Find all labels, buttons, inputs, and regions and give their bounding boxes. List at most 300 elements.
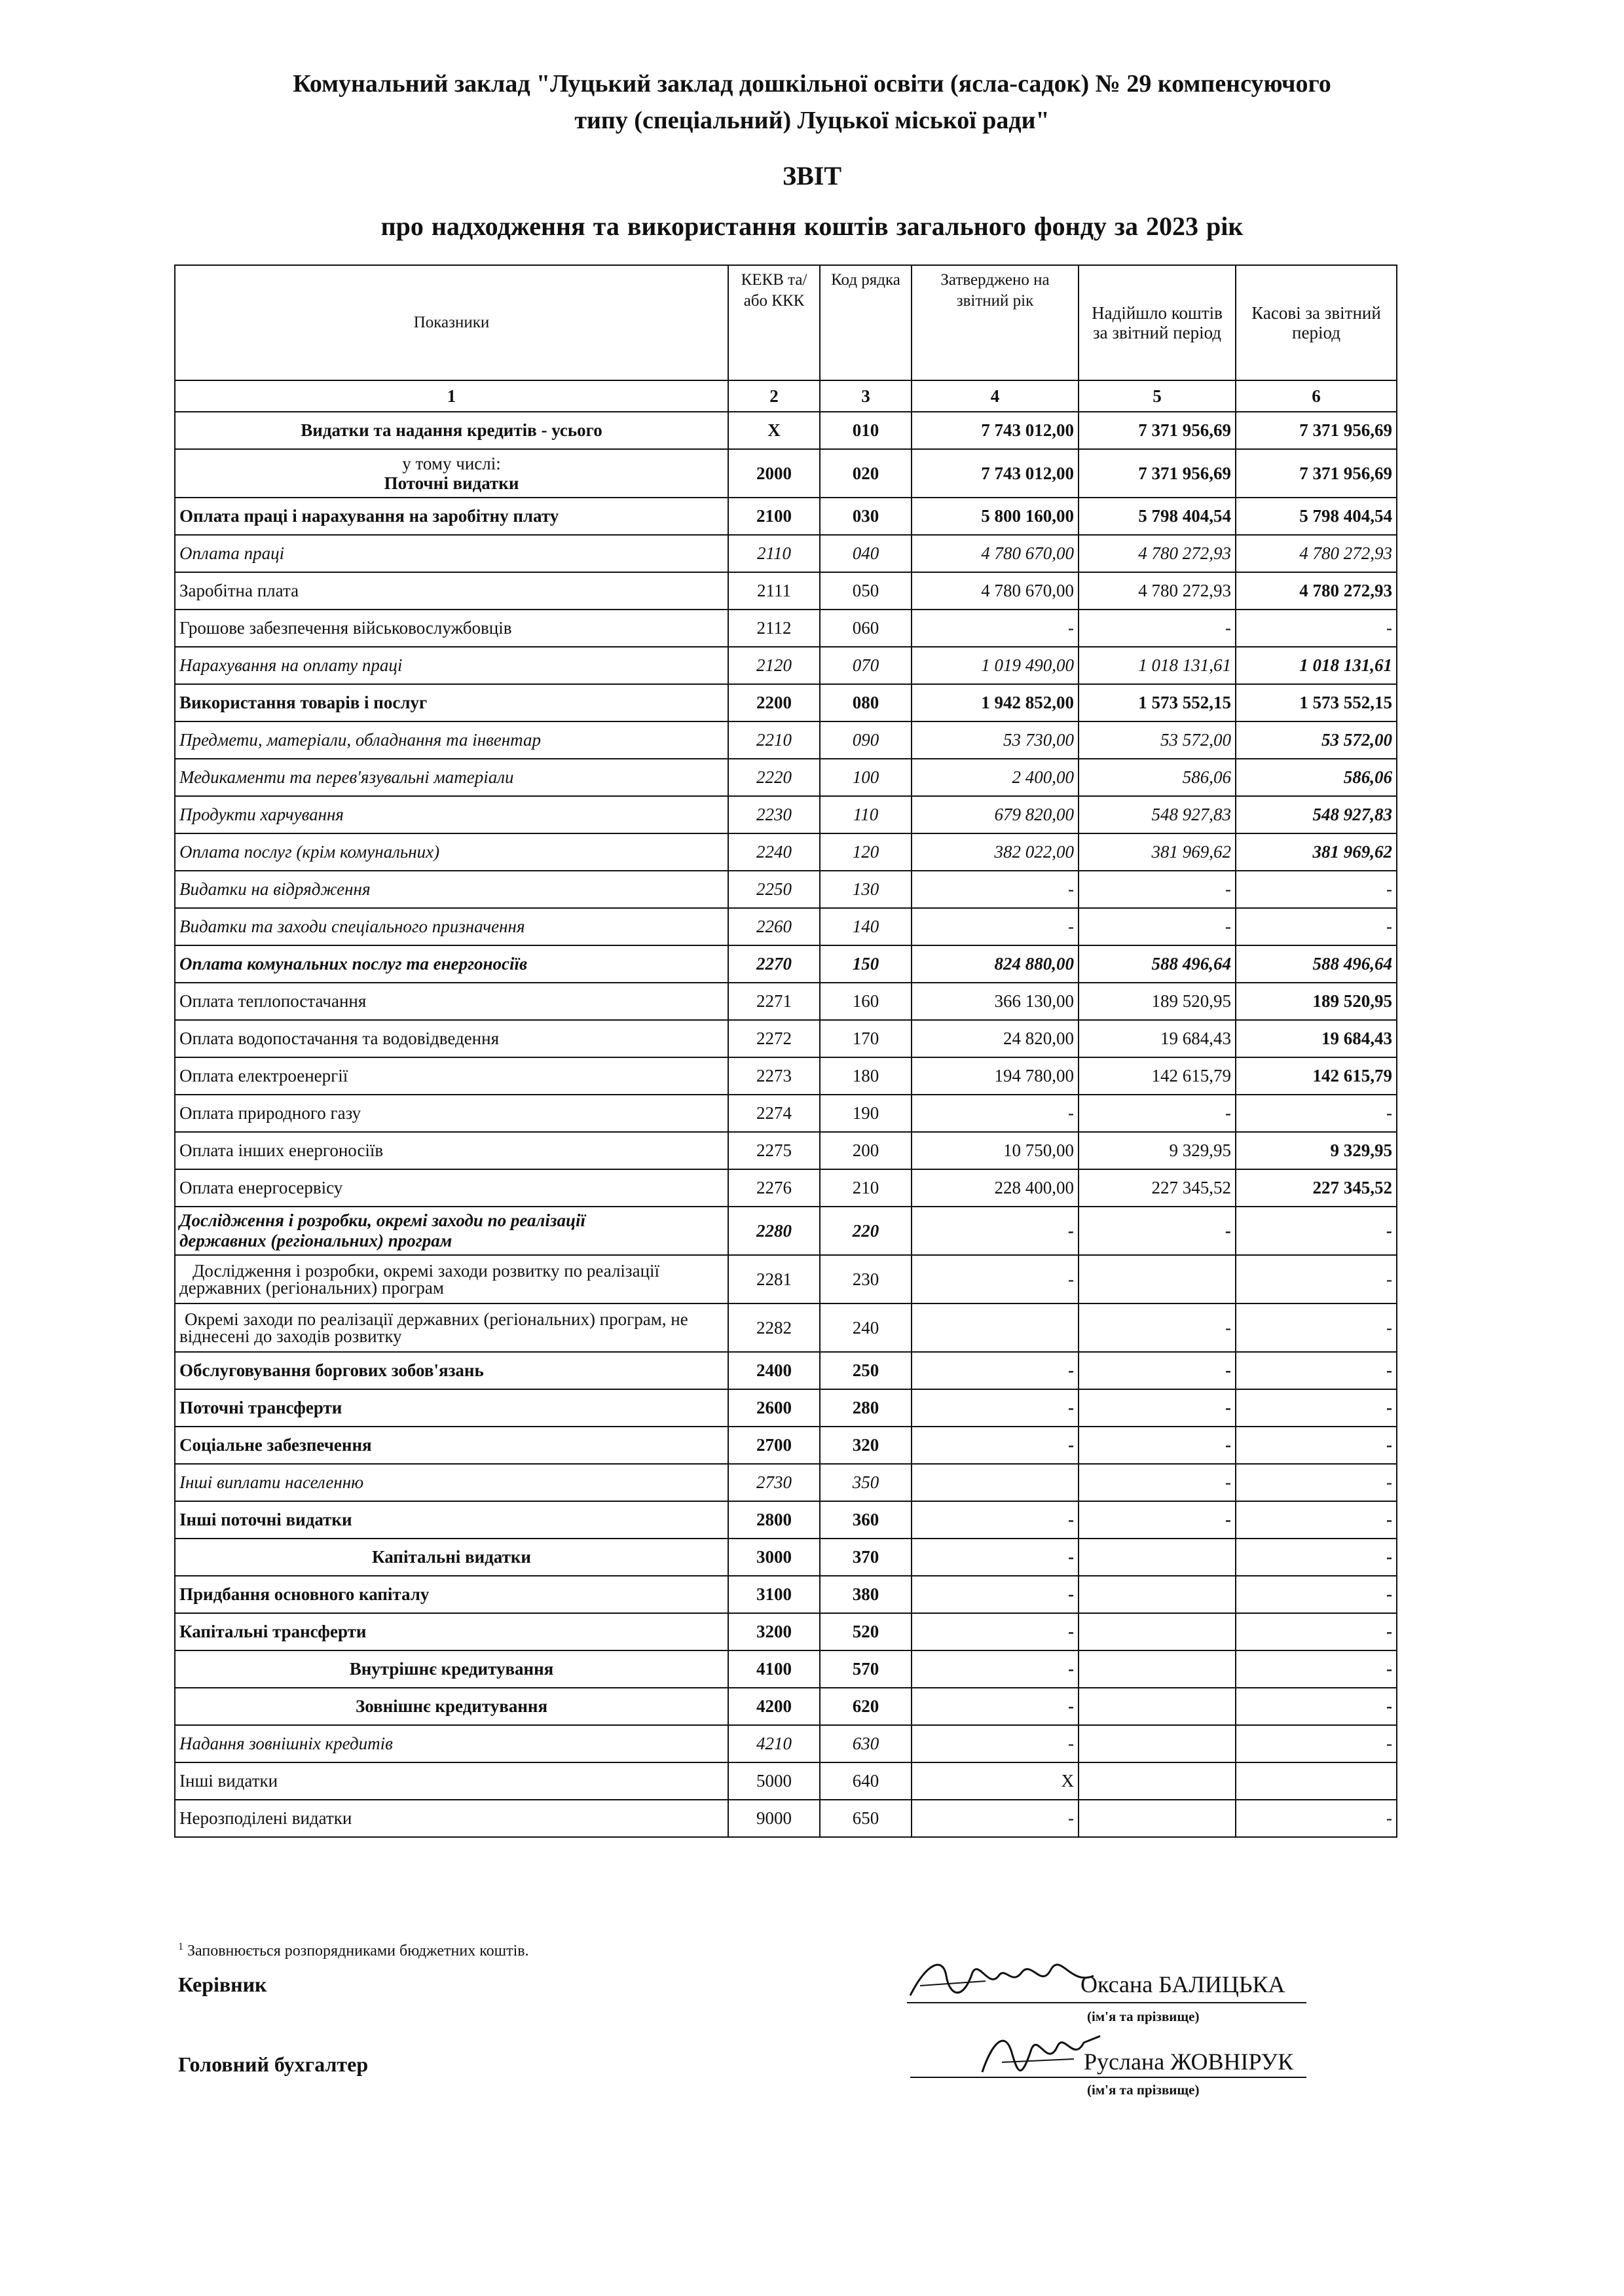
table-row [175,684,1397,721]
row-approved: 228 400,00 [912,1169,1079,1207]
row-received [1079,1255,1236,1303]
row-approved: - [912,1501,1079,1539]
row-code: 100 [820,759,912,796]
row-approved: 382 022,00 [912,833,1079,871]
table-row [175,1650,1397,1688]
row-code: 220 [820,1207,912,1255]
row-kekv: 2220 [728,759,820,796]
row-approved: - [912,1650,1079,1688]
row-indicator-text: Оплата теплопостачання [179,991,367,1011]
row-indicator [175,1255,728,1303]
row-cash: 7 371 956,69 [1236,449,1397,498]
row-indicator [175,1427,728,1464]
row-received: - [1079,610,1236,647]
organization-name-line1: Комунальний заклад "Луцький заклад дошкільної освіти (ясла-садок) № 29 компенсуючого [293,70,1331,98]
table-row [175,945,1397,983]
row-received [1079,1725,1236,1762]
table-row [175,1725,1397,1762]
row-indicator [175,647,728,684]
row-received: - [1079,871,1236,908]
row-received: - [1079,1303,1236,1352]
row-received: 9 329,95 [1079,1132,1236,1169]
table-row [175,1389,1397,1427]
column-number: 6 [1236,380,1397,412]
header-received: Надійшло коштів за звітний період [1079,265,1236,380]
row-cash: - [1236,1800,1397,1837]
table-row [175,1057,1397,1095]
header-kekv: КЕКВ та/або ККК [728,265,820,380]
row-indicator-text-line1: Дослідження і розробки, окремі заходи розвитку по реалізації [193,1261,660,1281]
row-received: 4 780 272,93 [1079,535,1236,572]
row-indicator-text: Оплата інших енергоносіїв [179,1140,384,1160]
accountant-signature-line [910,2077,1306,2078]
row-received: 1 018 131,61 [1079,647,1236,684]
row-approved: 366 130,00 [912,983,1079,1020]
row-kekv: 9000 [728,1800,820,1837]
head-name-hint: (ім'я та прізвище) [1087,2009,1200,2024]
row-indicator-text: Видатки на відрядження [179,879,371,899]
row-indicator [175,1095,728,1132]
row-indicator-text: Оплата праці [179,543,285,563]
row-cash: 9 329,95 [1236,1132,1397,1169]
row-kekv: 2120 [728,647,820,684]
row-code: 360 [820,1501,912,1539]
row-received: - [1079,1389,1236,1427]
row-indicator-text: Обслуговування боргових зобов'язань [179,1360,484,1380]
row-received [1079,1762,1236,1800]
row-kekv: 4210 [728,1725,820,1762]
row-indicator [175,721,728,759]
row-received: - [1079,908,1236,945]
row-code: 630 [820,1725,912,1762]
row-code: 520 [820,1613,912,1650]
row-indicator-text-line2: віднесені до заходів розвитку [179,1326,402,1346]
row-indicator-text: Придбання основного капіталу [179,1584,430,1604]
row-cash: 142 615,79 [1236,1057,1397,1095]
row-code: 010 [820,412,912,449]
column-number: 5 [1079,380,1236,412]
table-row [175,449,1397,498]
row-indicator [175,449,728,498]
row-kekv: 2700 [728,1427,820,1464]
row-received: 548 927,83 [1079,796,1236,833]
row-code: 200 [820,1132,912,1169]
row-approved: 7 743 012,00 [912,449,1079,498]
row-indicator-text: Грошове забезпечення військовослужбовців [179,618,512,638]
head-signature [907,1950,1097,2009]
row-approved: 4 780 670,00 [912,572,1079,610]
row-indicator [175,1613,728,1650]
report-subtitle-text: про надходження та використання коштів загального фонду за [380,211,1138,241]
row-approved: - [912,1255,1079,1303]
row-received: 7 371 956,69 [1079,449,1236,498]
row-indicator [175,1725,728,1762]
row-indicator-text: Оплата послуг (крім комунальних) [179,842,440,862]
table-row [175,833,1397,871]
row-indicator [175,610,728,647]
table-row [175,1132,1397,1169]
table-row [175,871,1397,908]
column-number: 3 [820,380,912,412]
accountant-name: Руслана ЖОВНІРУК [1084,2049,1294,2075]
row-code: 140 [820,908,912,945]
table-row [175,535,1397,572]
row-code: 080 [820,684,912,721]
row-approved: 679 820,00 [912,796,1079,833]
row-indicator [175,1576,728,1613]
row-indicator [175,796,728,833]
row-approved: - [912,1389,1079,1427]
row-indicator [175,1389,728,1427]
row-received: - [1079,1095,1236,1132]
row-kekv: 2200 [728,684,820,721]
row-cash: - [1236,1095,1397,1132]
row-indicator-text-line1: у тому числі: [402,454,501,473]
row-cash: 7 371 956,69 [1236,412,1397,449]
row-cash: - [1236,1389,1397,1427]
row-code: 020 [820,449,912,498]
accountant-label: Головний бухгалтер [178,2052,369,2076]
table-row [175,572,1397,610]
row-received: - [1079,1427,1236,1464]
row-received: 7 371 956,69 [1079,412,1236,449]
header-cash: Касові за звітний період [1236,265,1397,380]
row-indicator [175,684,728,721]
row-approved: 1 942 852,00 [912,684,1079,721]
row-kekv: 2100 [728,498,820,535]
row-cash: - [1236,1688,1397,1725]
table-row [175,498,1397,535]
row-code: 320 [820,1427,912,1464]
row-code: 650 [820,1800,912,1837]
row-indicator [175,1132,728,1169]
row-code: 190 [820,1095,912,1132]
table-row [175,1095,1397,1132]
row-cash [1236,1762,1397,1800]
row-indicator-text: Зовнішнє кредитування [355,1696,548,1716]
row-kekv: 2600 [728,1389,820,1427]
row-cash: - [1236,1255,1397,1303]
row-kekv: 2230 [728,796,820,833]
row-received [1079,1800,1236,1837]
report-table [174,264,1397,1838]
row-received: 53 572,00 [1079,721,1236,759]
row-code: 130 [820,871,912,908]
row-code: 370 [820,1539,912,1576]
row-received: 1 573 552,15 [1079,684,1236,721]
row-code: 380 [820,1576,912,1613]
row-code: 170 [820,1020,912,1057]
row-indicator [175,1207,728,1255]
row-cash: - [1236,1501,1397,1539]
row-indicator [175,1464,728,1501]
row-cash: 588 496,64 [1236,945,1397,983]
row-indicator [175,1650,728,1688]
row-indicator [175,1762,728,1800]
row-approved: 10 750,00 [912,1132,1079,1169]
row-cash: - [1236,1725,1397,1762]
row-received: - [1079,1464,1236,1501]
row-indicator [175,1352,728,1389]
row-indicator [175,1303,728,1352]
row-approved: - [912,1576,1079,1613]
row-indicator [175,833,728,871]
column-number: 4 [912,380,1079,412]
row-indicator [175,1057,728,1095]
table-row [175,1501,1397,1539]
row-approved: 824 880,00 [912,945,1079,983]
organization-name-line2: типу (спеціальний) Луцької міської ради" [574,107,1050,134]
row-cash: 5 798 404,54 [1236,498,1397,535]
table-row [175,1255,1397,1303]
row-cash: - [1236,1576,1397,1613]
row-code: 180 [820,1057,912,1095]
row-code: 620 [820,1688,912,1725]
row-kekv: 4100 [728,1650,820,1688]
table-row [175,1762,1397,1800]
row-kekv: 3200 [728,1613,820,1650]
row-indicator-text: Продукти харчування [179,805,344,824]
row-indicator [175,759,728,796]
row-approved: - [912,610,1079,647]
row-indicator [175,908,728,945]
row-indicator-text-line1: Окремі заходи по реалізації державних (регіональних) програм, не [185,1309,688,1329]
row-kekv: 2730 [728,1464,820,1501]
row-cash: 4 780 272,93 [1236,572,1397,610]
header-indicator: Показники [175,265,728,380]
row-approved: 24 820,00 [912,1020,1079,1057]
row-code: 110 [820,796,912,833]
row-approved [912,1303,1079,1352]
row-indicator-text: Медикаменти та перев'язувальні матеріали [179,767,514,787]
column-number: 1 [175,380,728,412]
row-kekv: 2110 [728,535,820,572]
row-received: 381 969,62 [1079,833,1236,871]
table-row [175,721,1397,759]
table-row [175,1207,1397,1255]
row-indicator-text: Капітальні трансферти [179,1622,367,1641]
row-approved: X [912,1762,1079,1800]
row-code: 160 [820,983,912,1020]
row-code: 240 [820,1303,912,1352]
row-code: 120 [820,833,912,871]
row-cash: - [1236,1303,1397,1352]
row-approved: - [912,1613,1079,1650]
table-row [175,1613,1397,1650]
row-indicator-text: Нерозподілені видатки [179,1808,352,1828]
row-kekv: X [728,412,820,449]
row-kekv: 2111 [728,572,820,610]
row-received: - [1079,1207,1236,1255]
row-approved: - [912,908,1079,945]
row-cash: - [1236,1427,1397,1464]
row-code: 060 [820,610,912,647]
row-kekv: 2112 [728,610,820,647]
row-code: 150 [820,945,912,983]
row-indicator-text: Інші поточні видатки [179,1510,352,1529]
row-indicator [175,1688,728,1725]
row-received: - [1079,1501,1236,1539]
row-cash: 1 573 552,15 [1236,684,1397,721]
row-approved: - [912,1427,1079,1464]
table-row [175,908,1397,945]
table-row [175,759,1397,796]
row-indicator [175,498,728,535]
row-code: 250 [820,1352,912,1389]
header-code: Код рядка [820,265,912,380]
row-kekv: 2282 [728,1303,820,1352]
report-subtitle [0,211,1624,242]
table-row [175,983,1397,1020]
row-kekv: 2210 [728,721,820,759]
row-indicator-text: Внутрішнє кредитування [349,1659,554,1679]
report-year: 2023 рік [1146,211,1244,241]
row-indicator [175,1539,728,1576]
row-kekv: 2271 [728,983,820,1020]
row-received: 586,06 [1079,759,1236,796]
row-approved: - [912,871,1079,908]
row-indicator-text: Використання товарів і послуг [179,693,428,712]
row-code: 230 [820,1255,912,1303]
row-indicator-text-line2: Поточні видатки [384,473,519,493]
row-indicator [175,1800,728,1837]
row-code: 570 [820,1650,912,1688]
column-number: 2 [728,380,820,412]
row-indicator-text: Поточні трансферти [179,1398,342,1417]
row-approved: - [912,1688,1079,1725]
row-cash: 381 969,62 [1236,833,1397,871]
row-code: 280 [820,1389,912,1427]
row-code: 090 [820,721,912,759]
row-indicator [175,1169,728,1207]
footnote-text: Заповнюється розпорядниками бюджетних коштів. [187,1942,529,1959]
row-kekv: 2240 [728,833,820,871]
table-row [175,412,1397,449]
row-cash: 4 780 272,93 [1236,535,1397,572]
row-cash: - [1236,1539,1397,1576]
row-approved: 7 743 012,00 [912,412,1079,449]
row-received: 5 798 404,54 [1079,498,1236,535]
row-cash: 19 684,43 [1236,1020,1397,1057]
row-cash: - [1236,1207,1397,1255]
row-indicator-text-line1: Дослідження і розробки, окремі заходи по реалізації [179,1211,585,1230]
row-approved [912,1464,1079,1501]
row-indicator-text: Оплата комунальних послуг та енергоносіїв [179,954,528,974]
row-received: 227 345,52 [1079,1169,1236,1207]
row-received [1079,1613,1236,1650]
row-indicator [175,1020,728,1057]
accountant-name-hint: (ім'я та прізвище) [1087,2082,1200,2098]
row-indicator [175,983,728,1020]
row-cash: - [1236,1613,1397,1650]
table-row [175,1539,1397,1576]
row-indicator-text: Видатки та надання кредитів - усього [301,420,602,440]
row-received [1079,1539,1236,1576]
row-received: 19 684,43 [1079,1020,1236,1057]
row-indicator-text: Оплата енергосервісу [179,1178,343,1197]
row-kekv: 2276 [728,1169,820,1207]
row-indicator-text: Капітальні видатки [372,1547,531,1567]
row-code: 070 [820,647,912,684]
row-code: 640 [820,1762,912,1800]
row-received: 588 496,64 [1079,945,1236,983]
table-header-row [175,265,1397,380]
table-row [175,610,1397,647]
row-received [1079,1576,1236,1613]
row-kekv: 2280 [728,1207,820,1255]
report-title: ЗВІТ [782,161,842,191]
table-row [175,1688,1397,1725]
table-row [175,1464,1397,1501]
row-approved: - [912,1539,1079,1576]
row-indicator-text-line2: державних (регіональних) програм [179,1231,452,1250]
row-kekv: 2000 [728,449,820,498]
row-kekv: 2281 [728,1255,820,1303]
row-kekv: 2272 [728,1020,820,1057]
row-kekv: 3000 [728,1539,820,1576]
head-name: Оксана БАЛИЦЬКА [1080,1971,1285,1997]
row-cash: - [1236,1650,1397,1688]
footnote-mark: 1 [178,1941,183,1952]
row-received [1079,1650,1236,1688]
row-kekv: 4200 [728,1688,820,1725]
row-cash: - [1236,908,1397,945]
row-approved: - [912,1095,1079,1132]
table-row [175,647,1397,684]
row-indicator-text: Інші виплати населенню [179,1472,364,1492]
row-cash: 586,06 [1236,759,1397,796]
row-approved: - [912,1352,1079,1389]
row-cash: - [1236,871,1397,908]
row-approved: 53 730,00 [912,721,1079,759]
row-cash: 548 927,83 [1236,796,1397,833]
column-number-row [175,380,1397,412]
table-row [175,1427,1397,1464]
organization-name [0,65,1624,139]
row-cash: - [1236,610,1397,647]
row-approved: 1 019 490,00 [912,647,1079,684]
row-indicator-text: Оплата праці і нарахування на заробітну плату [179,506,559,526]
row-cash: - [1236,1464,1397,1501]
head-label: Керівник [178,1973,267,1996]
row-indicator-text: Інші видатки [179,1771,278,1791]
row-cash: 227 345,52 [1236,1169,1397,1207]
row-received: 4 780 272,93 [1079,572,1236,610]
row-indicator-text: Видатки та заходи спеціального призначення [179,917,525,936]
row-received: 142 615,79 [1079,1057,1236,1095]
row-indicator-text: Оплата електроенергії [179,1066,348,1085]
row-kekv: 2800 [728,1501,820,1539]
row-approved: 194 780,00 [912,1057,1079,1095]
row-code: 210 [820,1169,912,1207]
table-row [175,796,1397,833]
row-code: 350 [820,1464,912,1501]
header-approved: Затверджено на звітний рік [912,265,1079,380]
row-cash: 189 520,95 [1236,983,1397,1020]
row-indicator-text: Оплата природного газу [179,1103,361,1123]
row-received [1079,1688,1236,1725]
footnote [178,1941,529,1960]
row-kekv: 2260 [728,908,820,945]
row-approved: - [912,1207,1079,1255]
row-received: 189 520,95 [1079,983,1236,1020]
table-row [175,1800,1397,1837]
table-row [175,1352,1397,1389]
row-code: 030 [820,498,912,535]
row-indicator [175,945,728,983]
row-indicator-text: Предмети, матеріали, обладнання та інвентар [179,730,542,750]
row-kekv: 2274 [728,1095,820,1132]
